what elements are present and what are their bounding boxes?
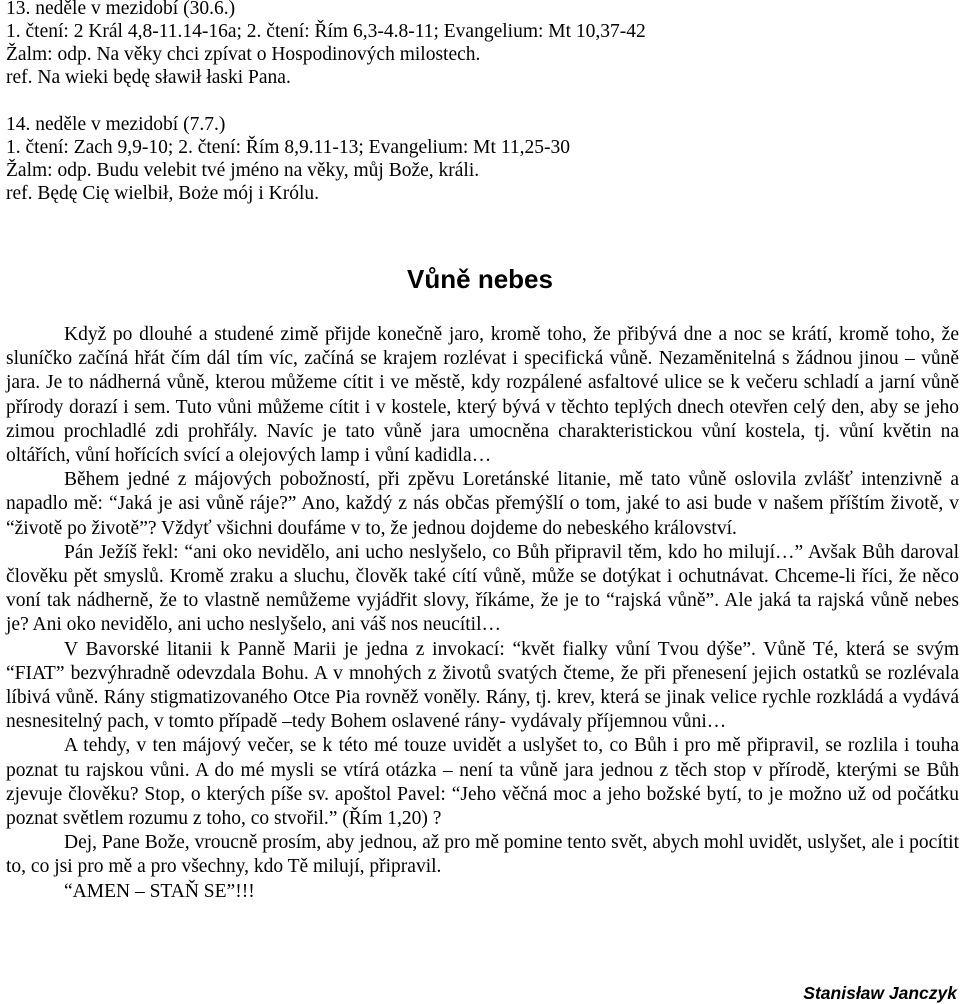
reading-citations: 1. čtení: Zach 9,9-10; 2. čtení: Řím 8,9.11-13; Evangelium: Mt 11,25-30 (6, 137, 570, 158)
paragraph: Během jedné z májových pobožností, při zpěvu Loretánské litanie, mě tato vůně oslovila zvlášť intenzivně a napadlo mě: “Jaká je asi vůně ráje?” Ano, každý z nás občas přemýšlí o tom, jaké to asi bude v našem příštím životě, v “životě po životě”? Vždyť všichni doufáme v to, že jednou dojdeme do nebeského království. (6, 469, 959, 539)
article-title: Vůně nebes (407, 264, 553, 294)
reading-psalm: Žalm: odp. Na věky chci zpívat o Hospodinových milostech. (6, 44, 481, 65)
reading-refrain: ref. Na wieki będę sławił łaski Pana. (6, 67, 291, 88)
amen-line: “AMEN – STAŇ SE”!!! (64, 880, 255, 902)
reading-heading: 14. neděle v mezidobí (7.7.) (6, 114, 226, 135)
reading-refrain: ref. Będę Cię wielbił, Boże mój i Królu. (6, 183, 320, 204)
reading-citations: 1. čtení: 2 Král 4,8-11.14-16a; 2. čtení: Řím 6,3-4.8-11; Evangelium: Mt 10,37-42 (6, 21, 646, 42)
paragraph: Dej, Pane Bože, vroucně prosím, aby jednou, až pro mě pomine tento svět, abych mohl uvidět, uslyšet, ale i pocítit to, co jsi pro mě a pro všechny, kdo Tě milují, připravil. (6, 832, 959, 878)
spacer (6, 89, 946, 113)
article-body (6, 323, 959, 904)
paragraph: A tehdy, v ten májový večer, se k této mé touze uvidět a uslyšet to, co Bůh i pro mě připravil, se rozlila i touha poznat tu rajskou vůni. A do mé mysli se vtírá otázka – není ta vůně jara jednou z těch stop v přírodě, kterými se Bůh zjevuje člověku? Stop, o kterých píše sv. apoštol Pavel: “Jeho věčná moc a jeho božské bytí, to je možno už od počátku poznat světlem rozumu z toho, co stvořil.” (Řím 1,20) ? (6, 735, 959, 830)
paragraph: Pán Ježíš řekl: “ani oko nevidělo, ani ucho neslyšelo, co Bůh připravil těm, kdo ho milují…” Avšak Bůh daroval člověku pět smyslů. Kromě zraku a sluchu, člověk také cítí vůně, může se dotýkat i ochutnávat. Chceme-li říci, že něco voní tak nádherně, že to vlastně nemůžeme vyjádřit slovy, říkáme, že je to “rajská vůně”. Ale jaká ta rajská vůně nebes je? Ani oko nevidělo, ani ucho neslyšelo, ani váš nos neucítil… (6, 541, 959, 636)
reading-psalm: Žalm: odp. Budu velebit tvé jméno na věky, můj Bože, králi. (6, 160, 480, 181)
reading-block-14 (6, 113, 946, 205)
author-signature: Stanisław Janczyk (803, 983, 957, 1003)
reading-block-13 (6, 0, 946, 89)
reading-heading: 13. neděle v mezidobí (30.6.) (6, 0, 236, 19)
readings-header (6, 0, 946, 205)
paragraph: Když po dlouhé a studené zimě přijde konečně jaro, kromě toho, že přibývá dne a noc se krátí, kromě toho, že sluníčko začíná hřát čím dál tím víc, začíná se krajem rozlévat i specifická vůně. Nezaměnitelná s žádnou jinou – vůně jara. Je to nádherná vůně, kterou můžeme cítit i ve městě, kdy rozpálené asfaltové ulice se k večeru schladí a jarní vůně přírody dorazí i sem. Tuto vůni můžeme cítit i v kostele, který bývá v těchto teplých dnech otevřen celý den, aby se jeho zimou prochladlé zdi prohřály. Navíc je tato vůně jara umocněna charakteristickou vůní kostela, tj. vůní květin na oltářích, vůní hořících svící a olejových lamp i vůní kadidla… (6, 324, 959, 467)
paragraph: V Bavorské litanii k Panně Marii je jedna z invokací: “květ fialky vůní Tvou dýše”. Vůně Té, která se svým “FIAT” bezvýhradně odevzdala Bohu. A v mnohých z životů svatých čteme, že při přenesení jejich ostatků se rozlévala líbivá vůně. Rány stigmatizovaného Otce Pia rovněž voněly. Rány, tj. krev, která se jinak velice rychle rozkládá a vydává nesnesitelný pach, v tomto případě –tedy Bohem oslavené rány- vydávaly příjemnou vůni… (6, 638, 959, 733)
